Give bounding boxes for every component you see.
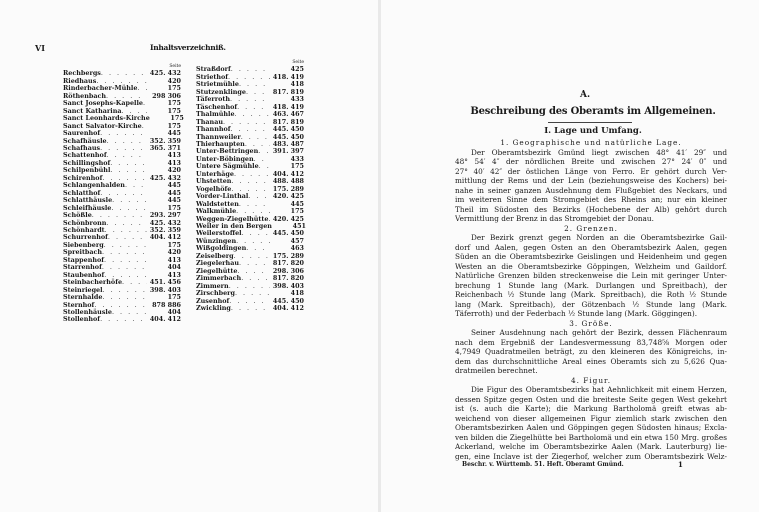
entry-name: Stollenhof — [63, 315, 101, 324]
index-column-1 — [63, 63, 184, 324]
entry-pages: 418. 419 — [272, 72, 304, 81]
text-line: dratmeilen berechnet. — [455, 366, 538, 375]
section-title: I. Lage und Umfang. — [544, 126, 642, 136]
entry-name: Wißgoldingen — [196, 244, 247, 253]
entry-pages: 404. 412 — [149, 233, 181, 242]
leader-dots — [259, 163, 270, 170]
entry-pages: 488. 488 — [272, 177, 304, 186]
leader-dots — [112, 197, 147, 204]
entry-pages: 420 — [167, 248, 181, 257]
leader-dots — [234, 171, 270, 178]
text-line: Vermittlung der Brenz in das Stromgebiet der Donau. — [455, 214, 654, 223]
entry-name: Unter-Bettringen — [196, 147, 259, 156]
title-rule — [548, 122, 632, 123]
entry-pages: 463 — [290, 244, 304, 253]
left-page — [0, 0, 378, 512]
entry-name: Striethof — [196, 72, 229, 81]
leader-dots — [246, 245, 270, 252]
leader-dots — [101, 70, 147, 77]
text-line: mittlung der Rems und der Lein (beziehungsweise des Kochers) bei- — [455, 176, 727, 185]
entry-pages: 425. 432 — [149, 173, 181, 182]
entry-pages: 391. 397 — [272, 147, 304, 156]
entry-name: Spreitbach — [63, 248, 103, 257]
entry-pages: 175 — [167, 106, 181, 115]
entry-name: Strietmühle — [196, 80, 239, 89]
chapter-title: Beschreibung des Oberamts im Allgemeinen. — [470, 106, 716, 117]
entry-pages: 175 — [290, 162, 304, 171]
entry-pages: 817. 820 — [272, 259, 304, 268]
entry-pages: 451. 456 — [149, 278, 181, 287]
entry-name: Stutzenklinge — [196, 87, 246, 96]
entry-pages: 445 — [167, 129, 181, 138]
running-head: Inhaltsverzeichniß. — [150, 43, 226, 52]
leader-dots — [229, 298, 270, 305]
entry-pages: 404. 412 — [272, 169, 304, 178]
text-line: nach dem Ergebniß der Landesvermessung 83,748⅝ Morgen oder — [455, 337, 727, 347]
entry-name: Ziegelhütte — [196, 266, 238, 275]
leader-dots — [137, 85, 147, 92]
entry-pages: 433 — [290, 154, 304, 163]
entry-name: Zirschberg — [196, 289, 235, 298]
entry-name: Täschenhof — [196, 102, 238, 111]
entry-pages: 413 — [167, 151, 181, 160]
entry-name: Stollenhäusle — [63, 307, 112, 316]
leader-dots — [104, 242, 147, 249]
text-line: Ackerland, welche im Oberamtsbezirke Aalen (Mark. Lauterburg) lie- — [455, 442, 727, 451]
entry-name: Schlatthof — [63, 188, 101, 197]
text-line: dorf und Aalen, gegen Osten an den Oberamtsbezirk Aalen, gegen — [455, 242, 727, 252]
entry-name: Stappenhof — [63, 255, 105, 264]
entry-name: Schleifhäusle — [63, 203, 112, 212]
entry-pages: 175. 289 — [272, 251, 304, 260]
subsection-heading: 4. Figur. — [570, 375, 612, 385]
entry-name: Zusenhof — [196, 296, 230, 305]
text-line: 4,7949 Quadratmeilen beträgt, zu den kleineren des Königreichs, in- — [455, 347, 727, 356]
text-line: im weiteren Sinne dem Stromgebiet des Rheins an; nur ein kleiner — [455, 195, 727, 204]
entry-name: Thalmühle — [196, 110, 235, 119]
entry-name: Sanct Josephs-Kapelle — [63, 99, 143, 108]
entry-name: Weiler in den Bergen — [196, 221, 272, 230]
entry-name: Riedhaus — [63, 76, 97, 85]
entry-name: Schirenhof — [63, 173, 103, 182]
leader-dots — [111, 205, 147, 212]
leader-dots — [100, 145, 147, 152]
entry-name: Sanct Salvator-Kirche — [63, 121, 142, 130]
entry-pages: 175 — [167, 121, 181, 130]
entry-name: Schönhardt — [63, 225, 105, 234]
entry-name: Sternhalde — [63, 293, 103, 302]
entry-name: Röthenbach — [63, 91, 107, 100]
entry-pages: 175. 289 — [272, 184, 304, 193]
entry-name: Schattenhof — [63, 151, 107, 160]
entry-pages: 175 — [167, 99, 181, 108]
leader-dots — [241, 134, 270, 141]
entry-pages: 445. 450 — [272, 132, 304, 141]
entry-pages: 398. 403 — [272, 281, 304, 290]
entry-name: Zimmern — [196, 281, 229, 290]
entry-pages: 175 — [167, 240, 181, 249]
text-line: Seiner Ausdehnung nach gehört der Bezirk, dessen Flächenraum — [471, 328, 727, 337]
text-line: ven bilden die Ziegelhütte bei Bartholomä und ein etwa 150 Mrg. großes — [455, 432, 727, 442]
text-line: Der Oberamtsbezirk Gmünd liegt zwischen 48° 41′ 29″ und — [471, 147, 727, 157]
entry-pages: 463. 467 — [272, 110, 304, 119]
leader-dots — [235, 290, 270, 297]
text-line: Reichenbach ½ Stunde lang (Mark. Spreitbach), die Roth ½ Stunde — [455, 290, 727, 299]
entry-pages: 404. 412 — [149, 315, 181, 324]
text-line: dem das durchschnittliche Areal eines Oberamts sich zu 5,626 Qua- — [455, 356, 727, 366]
subsection-heading: 2. Grenzen. — [564, 223, 618, 233]
entry-name: Zwickling — [196, 303, 231, 312]
entry-name: Ziegelerhau — [196, 259, 239, 268]
entry-pages: 445. 450 — [272, 125, 304, 134]
entry-name: Unterhäge — [196, 169, 234, 178]
entry-name: Schafhaus — [63, 143, 101, 152]
entry-name: Sanct Katharina — [63, 106, 122, 115]
subsection-heading: 3. Größe. — [569, 318, 613, 328]
entry-name: Untere Sägmühle — [196, 162, 259, 171]
entry-name: Saurenhof — [63, 129, 101, 138]
index-column-2 — [196, 59, 304, 312]
entry-pages: 420. 425 — [272, 214, 304, 223]
text-line: Täferroth) und der Federbach ½ Stunde lang (Mark. Göggingen). — [455, 309, 698, 318]
entry-pages: 445. 450 — [272, 229, 304, 238]
text-line: Oberamtsbezirken Aalen und Göppingen gegen Südosten hinaus; Excla- — [455, 423, 727, 432]
entry-pages: 352. 359 — [149, 225, 181, 234]
text-line: Westen an die Oberamtsbezirke Göppingen, Welzheim und Gaildorf. — [455, 261, 727, 271]
text-line: Die Figur des Oberamtsbezirks hat Aehnlichkeit mit einem Herzen, — [471, 385, 727, 394]
footer-signature: Beschr. v. Württemb. 51. Heft. Oberamt Gmünd. — [462, 461, 624, 468]
text-line: nahe in seiner ganzen Ausdehnung dem Flußgebiet des Neckars, und — [455, 185, 727, 195]
entry-name: Schönbronn — [63, 218, 107, 227]
entry-pages: 413 — [167, 270, 181, 279]
entry-pages: 418 — [290, 289, 304, 298]
entry-pages: 445 — [167, 196, 181, 205]
entry-pages: 451 — [292, 221, 306, 230]
entry-name: Schurrenhof — [63, 233, 108, 242]
leader-dots — [242, 230, 270, 237]
entry-name: Starrenhof — [63, 263, 102, 272]
entry-pages: 445 — [167, 181, 181, 190]
entry-pages: 175 — [290, 207, 304, 216]
leader-dots — [231, 66, 270, 73]
entry-name: Thanau — [196, 117, 223, 126]
text-line: 27° 40′ 42″ der östlichen Länge von Ferro. Er gehört durch Ver- — [455, 166, 727, 176]
entry-name: Siebenberg — [63, 240, 104, 249]
leader-dots — [107, 152, 147, 159]
text-line: ist (s. auch die Karte); die Markung Bartholomä greift etwas ab- — [455, 404, 727, 413]
entry-name: Sternhof — [63, 300, 95, 309]
leader-dots — [246, 89, 270, 96]
entry-pages: 483. 487 — [272, 139, 304, 148]
entry-name: Sanct Leonhards-Kirche — [63, 114, 150, 123]
leader-dots — [248, 193, 270, 200]
index-entry — [63, 316, 181, 323]
text-line: 48° 54′ 4″ der nördlichen Breite und zwischen 27° 24′ 0″ und — [455, 157, 727, 166]
leader-dots — [104, 257, 147, 264]
entry-pages: 418 — [290, 80, 304, 89]
entry-name: Steinbacherhöfe — [63, 278, 123, 287]
text-line: brechung 1 Stunde lang (Mark. Durlangen und Spreitbach), der — [455, 280, 727, 290]
entry-name: Weggen-Ziegelhütte — [196, 214, 269, 223]
seite-label: Seite — [169, 64, 181, 69]
entry-name: Thierhaupten — [196, 139, 245, 148]
leader-dots — [125, 182, 147, 189]
entry-pages: 352. 359 — [149, 136, 181, 145]
entry-name: Täferroth — [196, 95, 231, 104]
leader-dots — [107, 138, 147, 145]
entry-name: Wünzingen — [196, 236, 237, 245]
entry-pages: 445. 450 — [272, 296, 304, 305]
index-entry — [196, 305, 304, 312]
entry-name: Staubenhof — [63, 270, 105, 279]
entry-name: Schlangenhalden — [63, 181, 125, 190]
entry-pages: 404. 412 — [272, 303, 304, 312]
text-line: Der Bezirk grenzt gegen Norden an die Oberamtsbezirke Gail- — [471, 233, 727, 242]
leader-dots — [237, 268, 270, 275]
entry-pages: 420 — [167, 166, 181, 175]
entry-pages: 817. 819 — [272, 117, 304, 126]
leader-dots — [105, 227, 147, 234]
entry-name: Rinderbacher-Mühle — [63, 84, 138, 93]
leader-dots — [102, 294, 147, 301]
entry-pages: 404 — [167, 263, 181, 272]
entry-pages: 445 — [167, 188, 181, 197]
entry-name: Weilerstoffel — [196, 229, 242, 238]
text-line: gen, eine Inclave ist der Ziegerhof, welcher zum Oberamtsbezirk Welz- — [455, 451, 727, 461]
entry-name: Thannweiler — [196, 132, 241, 141]
entry-name: Steinriegel — [63, 285, 103, 294]
text-line: weichend von dieser allgemeinen Figur ziemlich stark zwischen den — [455, 413, 727, 423]
entry-name: Unter-Böbingen — [196, 154, 254, 163]
entry-pages: 425. 432 — [149, 218, 181, 227]
entry-pages: 817. 819 — [272, 87, 304, 96]
entry-name: Schafhäusle — [63, 136, 107, 145]
entry-pages: 425. 432 — [149, 69, 181, 78]
leader-dots — [102, 249, 147, 256]
leader-dots — [234, 253, 270, 260]
entry-pages: 175 — [167, 84, 181, 93]
entry-pages: 293. 297 — [149, 211, 181, 220]
entry-name: Schilpenbühl — [63, 166, 111, 175]
entry-name: Vogelhöfe — [196, 184, 232, 193]
entry-name: Vorder-Linthal — [196, 192, 249, 201]
entry-pages: 413 — [167, 158, 181, 167]
body-text — [455, 138, 727, 461]
leader-dots — [110, 167, 147, 174]
entry-name: Rechbergs — [63, 69, 101, 78]
leader-dots — [112, 309, 147, 316]
leader-dots — [110, 160, 147, 167]
seite-label: Seite — [292, 60, 304, 65]
leader-dots — [102, 264, 147, 271]
entry-pages: 413 — [167, 255, 181, 264]
entry-name: Waldstetten — [196, 199, 239, 208]
footer-number: 1 — [678, 460, 683, 469]
leader-dots — [241, 275, 270, 282]
entry-name: Walkmühle — [196, 207, 237, 216]
leader-dots — [231, 305, 270, 312]
text-line: Theil im Südosten des Bezirks (Hochebene der Alb) gehört durch — [455, 204, 727, 214]
leader-dots — [100, 130, 147, 137]
subsection-heading: 1. Geographische und natürliche Lage. — [500, 138, 682, 147]
entry-pages: 418. 419 — [272, 102, 304, 111]
leader-dots — [237, 104, 270, 111]
text-line: lang (Mark. Spreitbach), der Götzenbach ½ Stunde lang (Mark. — [455, 299, 727, 309]
text-line: Natürliche Grenzen bilden streckenweise die Lein mit geringer Unter- — [455, 271, 727, 280]
entry-pages: 298. 306 — [272, 266, 304, 275]
leader-dots — [235, 111, 270, 118]
entry-pages: 175 — [170, 114, 184, 123]
entry-name: Zeiselberg — [196, 251, 234, 260]
leader-dots — [103, 287, 147, 294]
entry-pages: 878 886 — [152, 300, 181, 309]
entry-pages: 433 — [290, 95, 304, 104]
entry-pages: 404 — [167, 307, 181, 316]
entry-pages: 175 — [167, 293, 181, 302]
leader-dots — [239, 260, 270, 267]
entry-pages: 420. 425 — [272, 192, 304, 201]
leader-dots — [239, 201, 270, 208]
entry-pages: 817. 820 — [272, 274, 304, 283]
entry-pages: 445 — [290, 199, 304, 208]
leader-dots — [122, 279, 147, 286]
leader-dots — [258, 148, 270, 155]
text-line: Süden an die Oberamtsbezirke Geislingen und Heidenheim und gegen — [455, 252, 727, 261]
entry-name: Uhstetten — [196, 177, 232, 186]
leader-dots — [106, 220, 147, 227]
leader-dots — [108, 234, 147, 241]
entry-name: Thannhof — [196, 125, 231, 134]
entry-name: Schillingshof — [63, 158, 111, 167]
entry-name: Straßdorf — [196, 65, 231, 74]
leader-dots — [231, 178, 270, 185]
part-letter: A. — [580, 90, 591, 100]
leader-dots — [100, 316, 147, 323]
entry-pages: 298 306 — [152, 91, 181, 100]
page-number: VI — [35, 43, 45, 53]
entry-pages: 398. 403 — [149, 285, 181, 294]
entry-name: Schlatthäusle — [63, 196, 113, 205]
entry-pages: 175 — [167, 203, 181, 212]
entry-pages: 365. 371 — [149, 143, 181, 152]
entry-pages: 457 — [290, 236, 304, 245]
entry-pages: 425 — [290, 65, 304, 74]
entry-pages: 420 — [167, 76, 181, 85]
entry-name: Zimmerbach — [196, 274, 242, 283]
text-line: dessen Spitze gegen Osten und die breiteste Seite gegen West gekehrt — [455, 394, 727, 404]
entry-name: Schößle — [63, 211, 92, 220]
